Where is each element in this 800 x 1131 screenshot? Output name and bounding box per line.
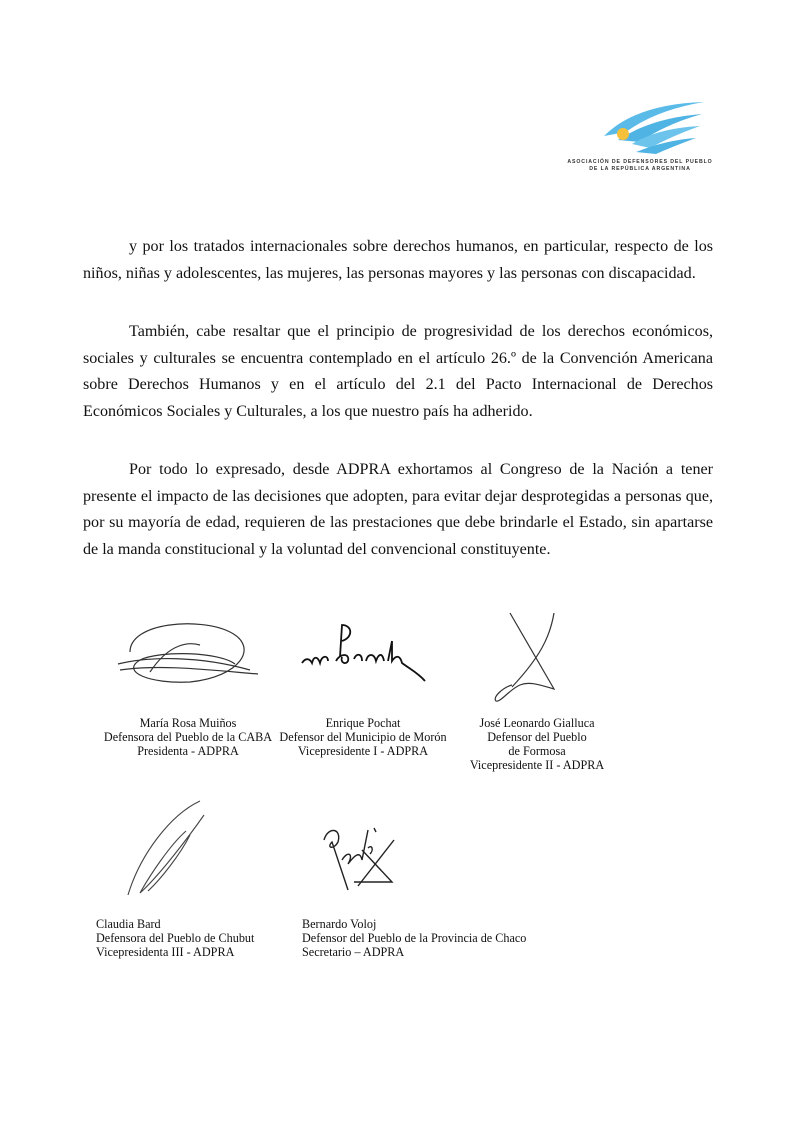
paragraph-1-text: y por los tratados internacionales sobre derechos humanos, en particular, respecto de los niños, niñas y adolescentes, las mujeres, las personas mayores y las personas con discapacidad. (83, 238, 713, 282)
signature-bard (120, 795, 210, 905)
signature-gialluca-icon (490, 607, 570, 707)
logo-text (566, 159, 714, 173)
signer-voloj (302, 917, 526, 959)
signature-gialluca (490, 607, 570, 707)
signature-munios (110, 612, 260, 692)
adpra-logo (566, 96, 714, 176)
logo-line-1: ASOCIACIÓN DE DEFENSORES DEL PUEBLO (567, 159, 713, 165)
signer-name: Enrique Pochat (325, 716, 401, 730)
signer-position: Vicepresidente I - ADPRA (297, 744, 429, 758)
signer-name: Bernardo Voloj (302, 917, 377, 931)
signer-position: Presidenta - ADPRA (137, 744, 239, 758)
signer-name: María Rosa Muiños (139, 716, 237, 730)
signer-role: Defensora del Pueblo de la CABA (103, 730, 273, 744)
paragraph-2 (83, 319, 713, 425)
signer-name: José Leonardo Gialluca (479, 716, 595, 730)
signer-bard (96, 917, 254, 959)
signer-role: Defensor del Pueblo de la Provincia de Chaco (302, 931, 527, 945)
signature-bard-icon (120, 795, 210, 905)
signer-position: Vicepresidente II - ADPRA (469, 758, 605, 772)
signer-pochat (276, 716, 450, 758)
wing-sun-icon (596, 96, 706, 158)
paragraph-2-text: También, cabe resaltar que el principio de progresividad de los derechos económicos, sociales y culturales se encuentra contemplado en el artículo 26.º de la Convención Americana sobre Derechos Humanos y en el artículo del 2.1 del Pacto Internacional de Derechos Económicos Sociales y Culturales, a los que nuestro país ha adherido. (83, 323, 713, 420)
signature-pochat (300, 617, 435, 687)
signer-munios (103, 716, 273, 758)
signer-position: Secretario – ADPRA (302, 945, 405, 959)
logo-line-2: DE LA REPÚBLICA ARGENTINA (589, 166, 691, 172)
signature-voloj-icon (318, 820, 398, 895)
signer-role: Defensora del Pueblo de Chubut (96, 931, 255, 945)
signer-role: Defensor del Pueblo (487, 730, 587, 744)
signature-munios-icon (110, 612, 260, 692)
signature-pochat-icon (300, 617, 435, 687)
signer-position: Vicepresidenta III - ADPRA (96, 945, 235, 959)
signature-voloj (318, 820, 398, 895)
signer-role: Defensor del Municipio de Morón (279, 730, 447, 744)
paragraph-3-text: Por todo lo expresado, desde ADPRA exhortamos al Congreso de la Nación a tener presente el impacto de las decisiones que adopten, para evitar dejar desprotegidas a personas que, por su mayoría de edad, requieren de las prestaciones que debe brindarle el Estado, sin apartarse de la manda constitucional y la voluntad del convencional constituyente. (83, 461, 713, 558)
signer-name: Claudia Bard (96, 917, 161, 931)
paragraph-3 (83, 457, 713, 563)
signer-gialluca (462, 716, 612, 772)
signer-role-2: de Formosa (508, 744, 566, 758)
paragraph-1 (83, 234, 713, 287)
